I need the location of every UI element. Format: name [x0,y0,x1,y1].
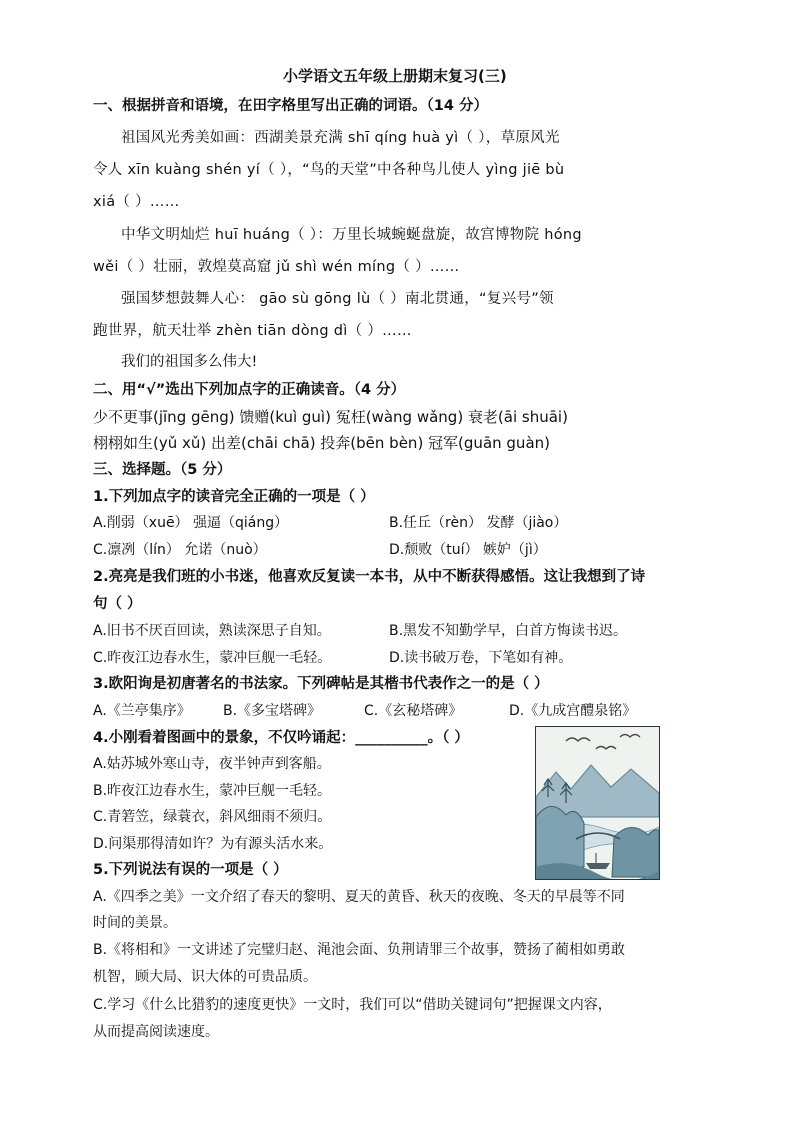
q5-option-c-line-2: 从而提高阅读速度。 [93,1024,219,1040]
q3-option-a: A.《兰亭集序》 [93,703,191,719]
q5-option-a-line-2: 时间的美景。 [93,915,177,931]
q3-option-d: D.《九成宫醴泉铭》 [509,703,637,719]
painting-svg [536,727,659,879]
q1-option-b: B.任丘（rèn） 发酵（jiào） [389,515,568,531]
q1-option-d: D.颓败（tuí） 嫉妒（jì） [389,542,547,558]
s1-paragraph-4: 我们的祖国多么伟大! [121,354,258,370]
q5-option-b-line-2: 机智，顾大局、识大体的可贵品质。 [93,969,317,985]
s1-paragraph-3-line-1: 强国梦想鼓舞人心： gāo sù gōng lù（ ）南北贯通，“复兴号”领 [121,291,554,307]
q1-option-a: A.削弱（xuē） 强逼（qiáng） [93,515,289,531]
q1-stem: 1.下列加点字的读音完全正确的一项是（ ） [93,489,375,505]
q1-option-c: C.凛冽（lín） 允诺（nuò） [93,542,267,558]
section-2-heading: 二、用“√”选出下列加点字的正确读音。（4 分） [93,382,406,398]
q5-option-c-line-1: C.学习《什么比猎豹的速度更快》一文时，我们可以“借助关键词句”把握课文内容， [93,997,612,1013]
q2-option-a: A.旧书不厌百回读，熟读深思子自知。 [93,623,331,639]
s2-pinyin-line-2: 栩栩如生(yǔ xǔ) 出差(chāi chā) 投奔(bēn bèn) 冠军(guān guàn) [93,434,550,452]
q4-option-d: D.问渠那得清如许？为有源头活水来。 [93,836,333,852]
s1-paragraph-1-line-1: 祖国风光秀美如画：西湖美景充满 shī qíng huà yì（ ），草原风光 [121,130,560,146]
q3-stem: 3.欧阳询是初唐著名的书法家。下列碑帖是其楷书代表作之一的是（ ） [93,676,549,692]
q3-option-c: C.《玄秘塔碑》 [364,703,463,719]
q2-stem-line-2: 句（ ） [93,596,142,612]
landscape-painting-illustration [535,726,660,880]
s1-paragraph-3-line-2: 跑世界，航天壮举 zhèn tiān dòng dì（ ）…… [93,323,412,339]
section-1-heading: 一、根据拼音和语境，在田字格里写出正确的词语。（14 分） [93,98,488,114]
q2-option-b: B.黑发不知勤学早，白首方悔读书迟。 [389,623,628,639]
q4-option-b: B.昨夜江边春水生，蒙冲巨舰一毛轻。 [93,783,332,799]
q5-option-a-line-1: A.《四季之美》一文介绍了春天的黎明、夏天的黄昏、秋天的夜晚、冬天的早晨等不同 [93,889,625,905]
q2-option-c: C.昨夜江边春水生，蒙冲巨舰一毛轻。 [93,650,332,666]
q3-option-b: B.《多宝塔碑》 [223,703,322,719]
s1-paragraph-1-line-3: xiá（ ）…… [93,194,180,210]
q4-option-a: A.姑苏城外寒山寺，夜半钟声到客船。 [93,756,331,772]
q4-stem: 4.小刚看着图画中的景象，不仅吟诵起：__________。（ ） [93,730,469,746]
s1-paragraph-2-line-1: 中华文明灿烂 huī huáng（ ）：万里长城蜿蜒盘旋，故宫博物院 hóng [121,227,582,243]
s1-paragraph-2-line-2: wěi（ ）壮丽，敦煌莫高窟 jǔ shì wén míng（ ）…… [93,259,460,275]
q5-stem: 5.下列说法有误的一项是（ ） [93,862,288,878]
q2-option-d: D.读书破万卷，下笔如有神。 [389,650,573,666]
page-title: 小学语文五年级上册期末复习(三) [283,67,507,85]
q5-option-b-line-1: B.《将相和》一文讲述了完璧归赵、渑池会面、负荆请罪三个故事，赞扬了蔺相如勇敢 [93,942,626,958]
s2-pinyin-line-1: 少不更事(jīng gēng) 馈赠(kuì guì) 冤枉(wàng wǎng) 衰老(āi shuāi) [93,408,568,426]
q2-stem-line-1: 2.亮亮是我们班的小书迷，他喜欢反复读一本书，从中不断获得感悟。这让我想到了诗 [93,569,646,585]
s1-paragraph-1-line-2: 令人 xīn kuàng shén yí（ ），“鸟的天堂”中各种鸟儿使人 yìng jiē bù [93,162,565,178]
section-3-heading: 三、选择题。（5 分） [93,462,232,478]
q4-option-c: C.青箬笠，绿蓑衣，斜风细雨不须归。 [93,809,332,825]
